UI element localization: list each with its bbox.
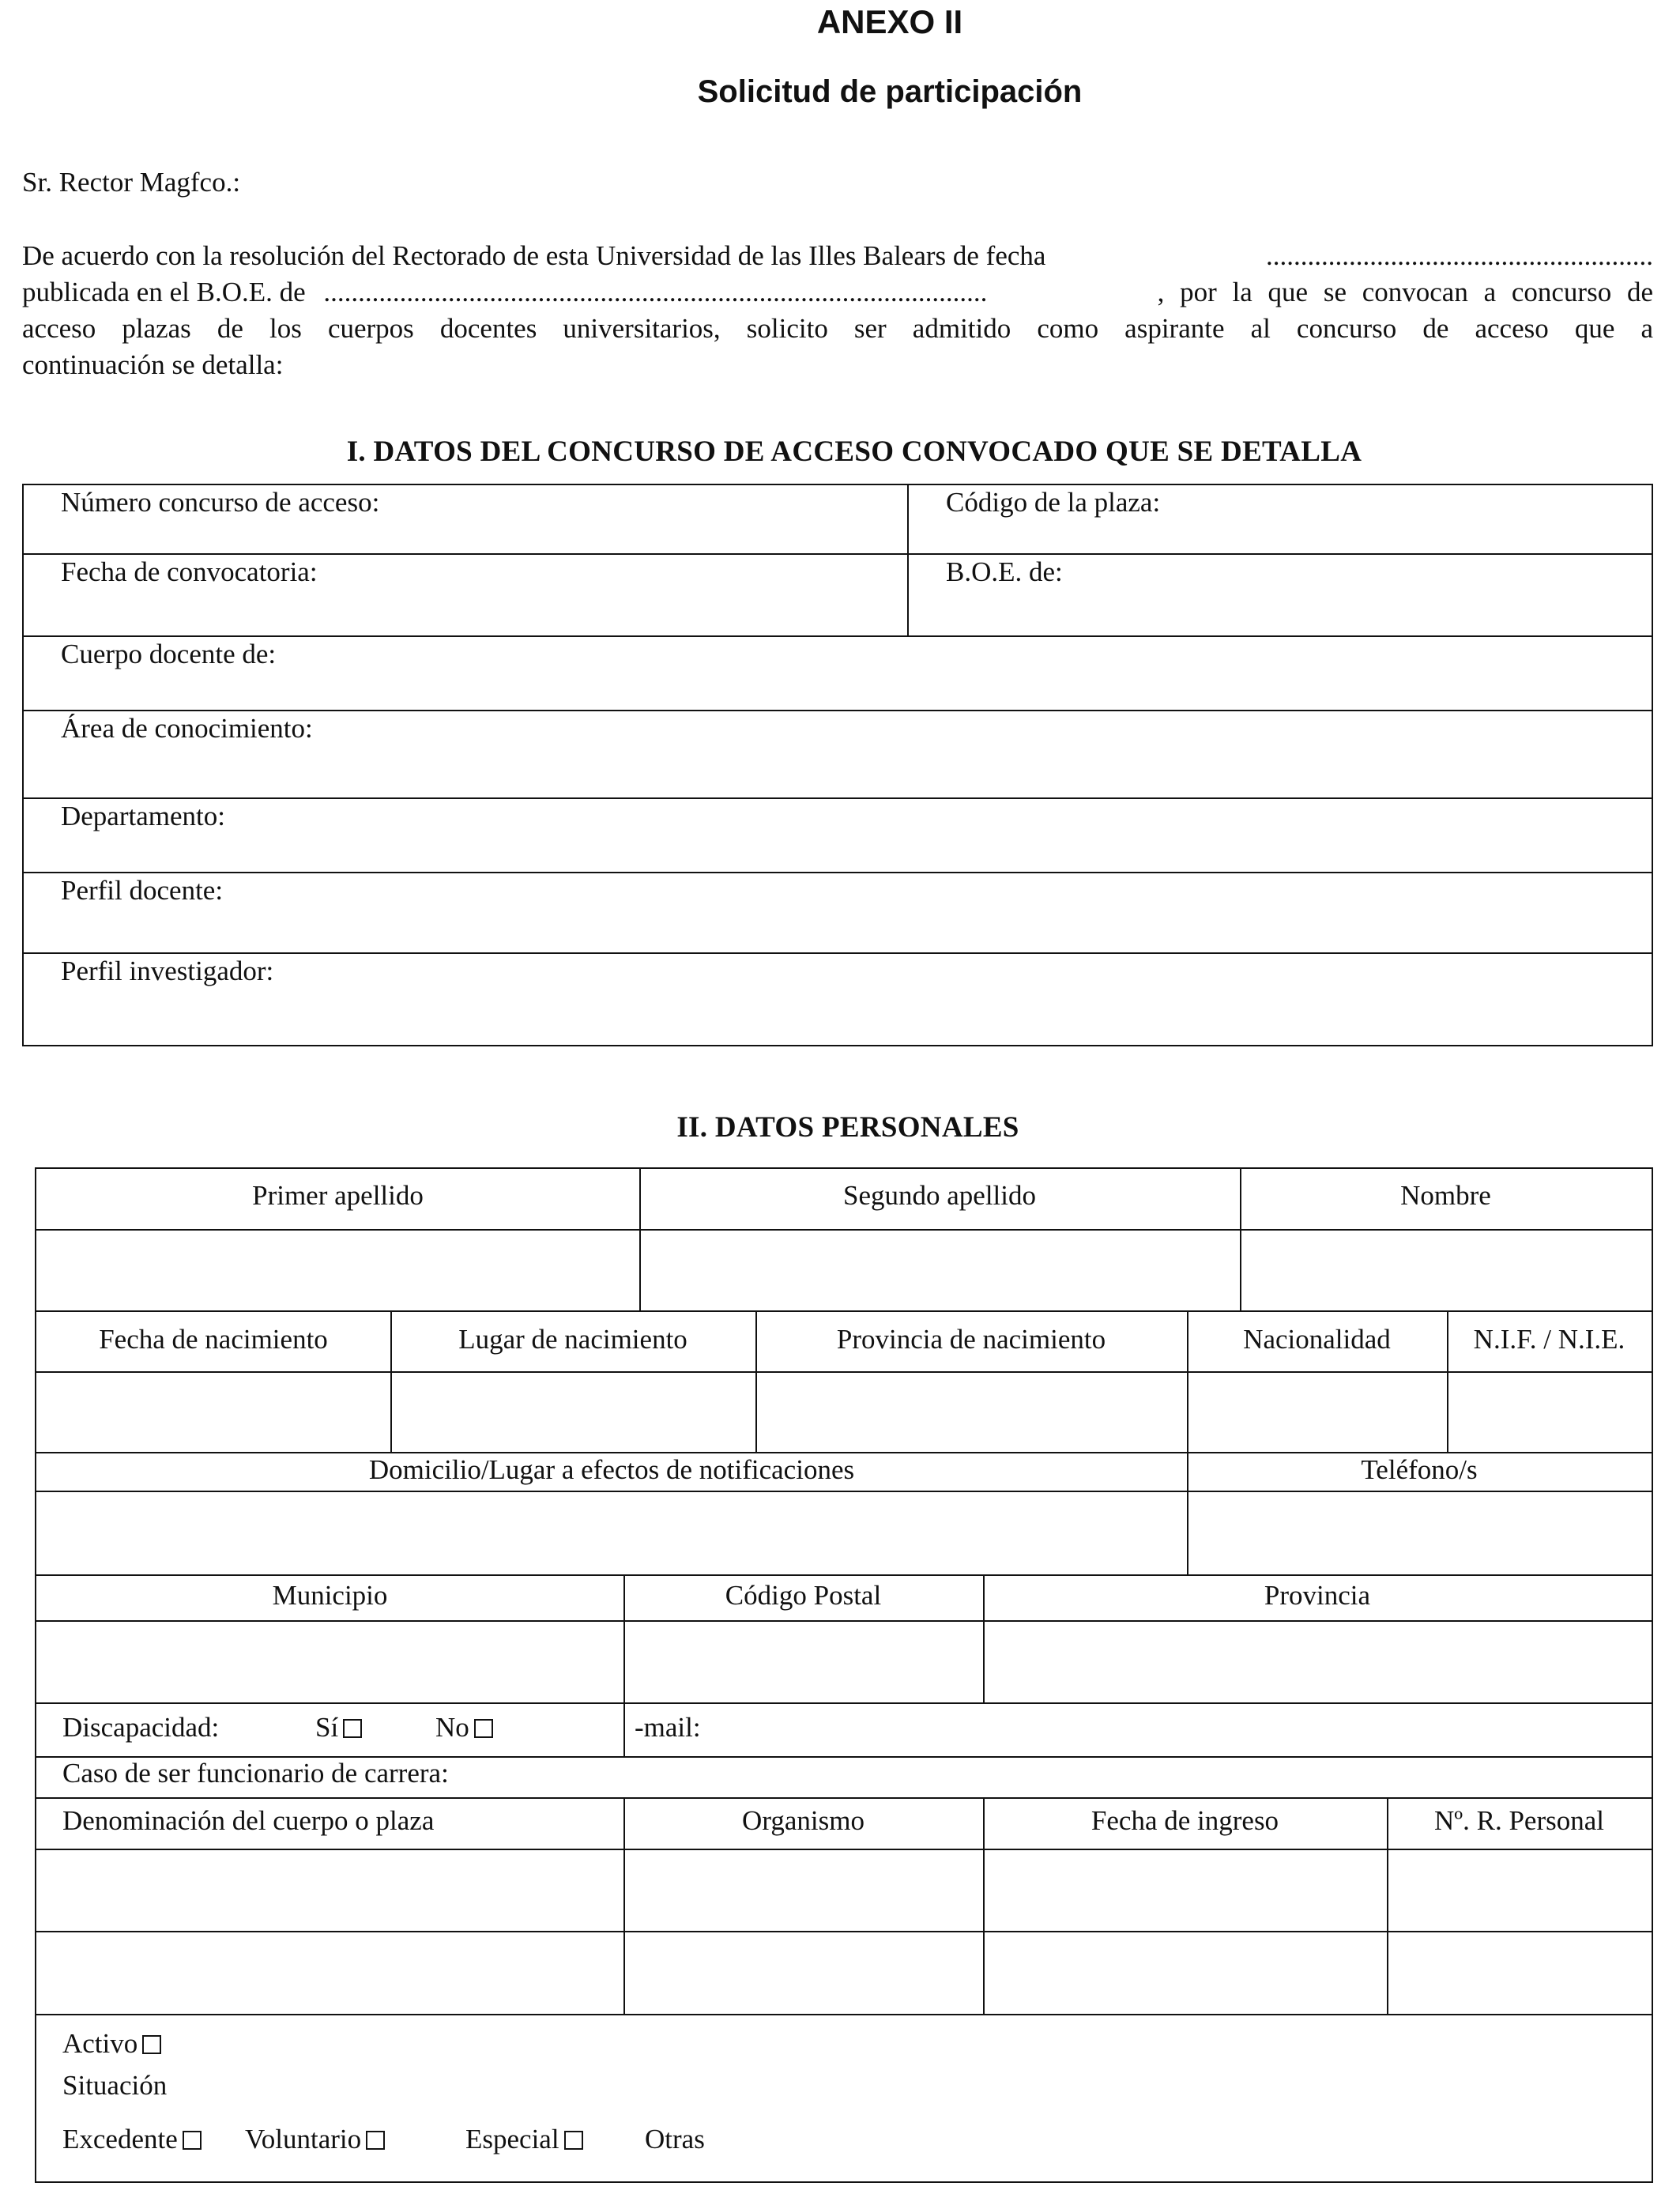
fecha-ingreso-field-1[interactable]: [985, 1850, 1387, 1931]
fecha-nacimiento-header: Fecha de nacimiento: [99, 1324, 328, 1355]
nrp-field-1[interactable]: [1388, 1850, 1652, 1931]
nombre-field[interactable]: [1241, 1231, 1652, 1310]
row-numero-codigo: [24, 485, 1652, 555]
perfil-investigador-label: Perfil investigador:: [61, 956, 274, 986]
discapacidad-label: Discapacidad:: [62, 1712, 220, 1743]
discapacidad-si-option[interactable]: [315, 1712, 362, 1744]
codigo-label: Código de la plaza:: [946, 487, 1161, 518]
area-conocimiento-label: Área de conocimiento:: [61, 713, 313, 744]
municipio-header: Municipio: [272, 1580, 388, 1611]
lugar-nacimiento-field[interactable]: [392, 1373, 755, 1452]
provincia-field[interactable]: [985, 1622, 1652, 1702]
provincia-nacimiento-header: Provincia de nacimiento: [836, 1324, 1106, 1355]
excedente-option[interactable]: [62, 2124, 202, 2155]
perfil-docente-label: Perfil docente:: [61, 875, 224, 906]
email-label: -mail:: [635, 1712, 701, 1743]
section2-table: [35, 1167, 1653, 2183]
primer-apellido-header: Primer apellido: [252, 1180, 424, 1211]
intro-line-4: continuación se detalla:: [22, 349, 284, 380]
denominacion-header: Denominación del cuerpo o plaza: [62, 1805, 435, 1836]
lugar-nacimiento-header: Lugar de nacimiento: [458, 1324, 687, 1355]
form-subtitle: Solicitud de participación: [697, 74, 1083, 109]
departamento-label: Departamento:: [61, 801, 225, 831]
activo-checkbox[interactable]: [142, 2035, 161, 2054]
nrp-header: Nº. R. Personal: [1433, 1805, 1604, 1836]
excedente-label: Excedente: [62, 2124, 178, 2154]
perfil-docente-cell[interactable]: [24, 873, 1652, 954]
municipio-field[interactable]: [36, 1622, 623, 1702]
email-field[interactable]: [716, 1704, 1652, 1756]
intro-line-2-end: , por la que se convocan a concurso de: [1157, 277, 1653, 307]
row-fecha-boe: [24, 555, 1652, 637]
fecha-dots: ........................................................: [1266, 240, 1653, 271]
si-checkbox[interactable]: [343, 1719, 362, 1738]
domicilio-field[interactable]: [36, 1492, 1187, 1574]
especial-option[interactable]: [465, 2124, 583, 2155]
cuerpo-docente-cell[interactable]: [24, 637, 1652, 711]
si-label: Sí: [315, 1712, 339, 1743]
cuerpo-docente-label: Cuerpo docente de:: [61, 639, 277, 669]
organismo-field-1[interactable]: [625, 1850, 983, 1931]
section1-table: [22, 484, 1653, 1046]
grid-line: [36, 2014, 1652, 2015]
excedente-checkbox[interactable]: [183, 2131, 202, 2150]
annex-title: ANEXO II: [816, 3, 963, 40]
grid-line: [623, 1702, 625, 1756]
grid-line: [36, 1797, 1652, 1799]
fecha-convocatoria-cell[interactable]: [24, 555, 909, 635]
provincia-header: Provincia: [1264, 1580, 1371, 1611]
discapacidad-no-option[interactable]: [435, 1712, 493, 1744]
intro-line-1-text: De acuerdo con la resolución del Rectorado de esta Universidad de las Illes Balears de fecha: [22, 240, 1046, 271]
nacionalidad-header: Nacionalidad: [1243, 1324, 1391, 1355]
boe-label: B.O.E. de:: [946, 556, 1063, 587]
situacion-label: Situación: [62, 2070, 168, 2101]
area-conocimiento-cell[interactable]: [24, 711, 1652, 799]
numero-label: Número concurso de acceso:: [61, 487, 380, 518]
voluntario-label: Voluntario: [245, 2124, 362, 2154]
otras-label: Otras: [645, 2124, 705, 2154]
activo-label: Activo: [62, 2028, 138, 2059]
nrp-field-2[interactable]: [1388, 1932, 1652, 2014]
codigo-cell[interactable]: [909, 485, 1652, 553]
departamento-cell[interactable]: [24, 799, 1652, 873]
segundo-apellido-field[interactable]: [641, 1231, 1240, 1310]
intro-line-3: acceso plazas de los cuerpos docentes universitarios, solicito ser admitido como aspirante al concurso de acceso que a: [22, 313, 1653, 344]
section1-title: I. DATOS DEL CONCURSO DE ACCESO CONVOCADO QUE SE DETALLA: [346, 435, 1362, 468]
nif-header: N.I.F. / N.I.E.: [1473, 1324, 1625, 1355]
denominacion-field-1[interactable]: [36, 1850, 623, 1931]
organismo-header: Organismo: [742, 1805, 864, 1836]
salutation: Sr. Rector Magfco.:: [22, 167, 241, 198]
intro-line-1: [22, 238, 1653, 274]
no-checkbox[interactable]: [474, 1719, 493, 1738]
telefono-header: Teléfono/s: [1361, 1454, 1478, 1485]
numero-cell[interactable]: [24, 485, 909, 553]
denominacion-field-2[interactable]: [36, 1932, 623, 2014]
segundo-apellido-header: Segundo apellido: [843, 1180, 1036, 1211]
no-label: No: [435, 1712, 469, 1743]
domicilio-header: Domicilio/Lugar a efectos de notificaciones: [368, 1454, 855, 1485]
telefono-field[interactable]: [1188, 1492, 1652, 1574]
intro-line-2-start: publicada en el B.O.E. de: [22, 277, 306, 307]
fecha-ingreso-header: Fecha de ingreso: [1090, 1805, 1279, 1836]
provincia-nacimiento-field[interactable]: [757, 1373, 1187, 1452]
fecha-ingreso-field-2[interactable]: [985, 1932, 1387, 2014]
especial-checkbox[interactable]: [564, 2131, 583, 2150]
grid-line: [36, 1574, 1652, 1576]
intro-line-2: [22, 274, 1653, 311]
section2-title: II. DATOS PERSONALES: [676, 1111, 1019, 1144]
perfil-investigador-cell[interactable]: [24, 954, 1652, 1046]
boe-cell[interactable]: [909, 555, 1652, 635]
primer-apellido-field[interactable]: [36, 1231, 639, 1310]
codigo-postal-header: Código Postal: [725, 1580, 882, 1611]
codigo-postal-field[interactable]: [625, 1622, 983, 1702]
activo-option[interactable]: [62, 2028, 161, 2060]
voluntario-option[interactable]: [245, 2124, 385, 2155]
grid-line: [36, 1310, 1652, 1312]
nif-field[interactable]: [1448, 1373, 1652, 1452]
especial-label: Especial: [465, 2124, 559, 2154]
nacionalidad-field[interactable]: [1188, 1373, 1447, 1452]
fecha-convocatoria-label: Fecha de convocatoria:: [61, 556, 318, 587]
boe-dots: ................................................................................................: [323, 277, 988, 307]
grid-line: [36, 1452, 1652, 1453]
organismo-field-2[interactable]: [625, 1932, 983, 2014]
funcionario-label: Caso de ser funcionario de carrera:: [62, 1758, 449, 1789]
nombre-header: Nombre: [1400, 1180, 1491, 1211]
voluntario-checkbox[interactable]: [366, 2131, 385, 2150]
fecha-nacimiento-field[interactable]: [36, 1373, 390, 1452]
